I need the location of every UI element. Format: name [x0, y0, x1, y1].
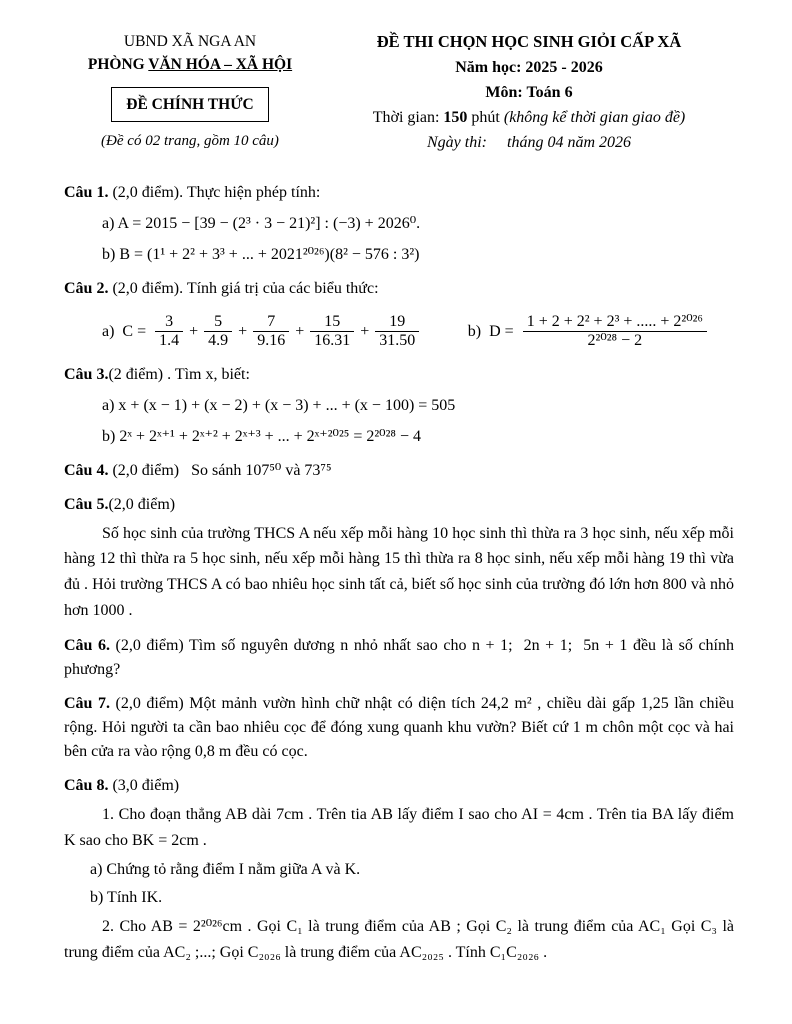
question-4 [64, 459, 734, 483]
plus-operator: + [238, 322, 248, 340]
question-2b-prefix: b) D = [467, 322, 514, 340]
question-3-label: Câu 3. [64, 365, 109, 383]
fraction [374, 313, 420, 351]
question-2-heading [64, 277, 734, 301]
question-3-heading [64, 363, 734, 387]
question-2b-expression [468, 313, 708, 351]
question-2a-expression [102, 313, 420, 351]
exam-body [64, 181, 734, 966]
question-7 [64, 692, 734, 764]
time-limit [324, 106, 734, 130]
fraction [522, 313, 708, 351]
question-3a: a) x + (x − 1) + (x − 2) + (x − 3) + ... + (x − 100) = 505 [102, 396, 456, 414]
fraction-denominator: 31.50 [379, 332, 416, 350]
question-7-text: (2,0 điểm) Một mảnh vườn hình chữ nhật có diện tích 24,2 m² , chiều dài gấp 1,25 lần chiều rộng. Hỏi người ta cần bao nhiêu cọc để đóng xung quanh khu vườn? Biết cứ 1 m chôn một cọc và hai bên cửa ra vào rộng 0,8 m đều có cọc. [64, 695, 735, 761]
question-2a-prefix: a) C = [102, 322, 147, 340]
question-8-label: Câu 8. [64, 777, 109, 795]
page-count-note: (Đề có 02 trang, gồm 10 câu) [101, 132, 279, 149]
fraction-denominator: 4.9 [208, 332, 229, 350]
question-8-part1b: b) Tính IK. [90, 888, 163, 906]
official-exam-stamp [111, 87, 268, 122]
question-6-text: (2,0 điểm) Tìm số nguyên dương n nhỏ nhất sao cho n + 1; 2n + 1; 5n + 1 đều là số chính phương? [64, 637, 735, 679]
issuer-line1: UBND XÃ NGA AN [123, 33, 257, 50]
question-8-intro: (3,0 điểm) [108, 777, 180, 795]
issuer-line2 [64, 53, 316, 76]
time-limit-unit: phút [467, 108, 504, 126]
question-1-intro: (2,0 điểm). Thực hiện phép tính: [108, 183, 321, 201]
fraction-denominator: 9.16 [257, 332, 286, 350]
question-5-intro: (2,0 điểm) [108, 495, 176, 513]
fraction [203, 313, 233, 351]
fraction-numerator: 15 [310, 313, 354, 332]
issuer-line2-underline: VĂN HÓA – XÃ HỘI [148, 56, 293, 74]
question-3-intro: (2 điểm) . Tìm x, biết: [108, 365, 250, 383]
question-5-label: Câu 5. [64, 495, 109, 513]
time-limit-note: (không kể thời gian giao đề) [503, 108, 686, 126]
question-2-label: Câu 2. [64, 279, 109, 297]
question-1b: b) B = (1¹ + 2² + 3³ + ... + 2021²⁰²⁶)(8² − 576 : 3²) [102, 245, 420, 263]
question-6 [64, 634, 734, 682]
question-4-label: Câu 4. [64, 461, 109, 479]
official-stamp-wrap [64, 77, 316, 122]
question-1a: a) A = 2015 − [39 − (2³ · 3 − 21)²] : (−3) + 2026⁰. [102, 214, 421, 232]
exam-date: Ngày thi: tháng 04 năm 2026 [427, 133, 631, 151]
issuer-line2-prefix: PHÒNG [87, 56, 149, 74]
fraction-denominator: 16.31 [314, 332, 351, 350]
fraction [309, 313, 355, 351]
exam-header [64, 30, 734, 155]
question-2-intro: (2,0 điểm). Tính giá trị của các biểu thức: [108, 279, 379, 297]
fraction-denominator: 1.4 [159, 332, 180, 350]
question-4-text: (2,0 điểm) So sánh 107⁵⁰ và 73⁷⁵ [108, 461, 332, 479]
plus-operator: + [189, 322, 199, 340]
plus-operator: + [295, 322, 305, 340]
school-year: Năm học: 2025 - 2026 [455, 58, 603, 76]
question-3b: b) 2ˣ + 2ˣ⁺¹ + 2ˣ⁺² + 2ˣ⁺³ + ... + 2ˣ⁺²⁰²⁵ = 2²⁰²⁸ − 4 [102, 427, 421, 445]
fraction-numerator: 7 [253, 313, 289, 332]
time-limit-value: 150 [443, 108, 468, 126]
question-7-label: Câu 7. [64, 695, 110, 713]
question-8-heading [64, 774, 734, 798]
time-limit-prefix: Thời gian: [372, 108, 444, 126]
fraction-numerator: 19 [375, 313, 419, 332]
fraction-numerator: 1 + 2 + 2² + 2³ + ..... + 2²⁰²⁶ [523, 313, 707, 332]
question-1-heading [64, 181, 734, 205]
question-5-body: Số học sinh của trường THCS A nếu xếp mỗi hàng 10 học sinh thì thừa ra 3 học sinh, nếu xếp mỗi hàng 12 thì thừa ra 5 học sinh, nếu xếp mỗi hàng 15 thì thừa ra 8 học sinh, nếu xếp mỗi hàng 19 thì vừa đủ . Hỏi trường THCS A có bao nhiêu học sinh tất cả, biết số học sinh của trường đó lớn hơn 800 và nhỏ hơn 1000 . [64, 524, 734, 620]
question-5-heading [64, 493, 734, 517]
subject-name: Môn: Toán 6 [485, 83, 573, 101]
question-2-expressions [102, 313, 734, 351]
fraction-numerator: 5 [204, 313, 232, 332]
official-exam-stamp-label: ĐỀ CHÍNH THỨC [126, 95, 254, 113]
question-8-part2: 2. Cho AB = 2²⁰²⁶cm . Gọi C₁ là trung điểm của AB ; Gọi C₂ là trung điểm của AC₁ Gọi C₃ là trung điểm của AC₂ ;...; Gọi C₂₀₂₆ là trung điểm của AC₂₀₂₅ . Tính C₁C₂₀₂₆ . [64, 917, 734, 961]
fraction [154, 313, 184, 351]
fraction-denominator: 2²⁰²⁸ − 2 [587, 332, 643, 350]
exam-title: ĐỀ THI CHỌN HỌC SINH GIỎI CẤP XÃ [376, 32, 682, 51]
issuer-block [64, 30, 316, 152]
question-1-label: Câu 1. [64, 183, 109, 201]
exam-title-block [316, 30, 734, 155]
question-6-label: Câu 6. [64, 637, 110, 655]
fraction [252, 313, 290, 351]
question-8-part1: 1. Cho đoạn thẳng AB dài 7cm . Trên tia AB lấy điểm I sao cho AI = 4cm . Trên tia BA lấy điểm K sao cho BK = 2cm . [64, 806, 734, 850]
fraction-numerator: 3 [155, 313, 183, 332]
question-8-part1a: a) Chứng tỏ rằng điểm I nằm giữa A và K. [90, 860, 361, 878]
plus-operator: + [360, 322, 370, 340]
